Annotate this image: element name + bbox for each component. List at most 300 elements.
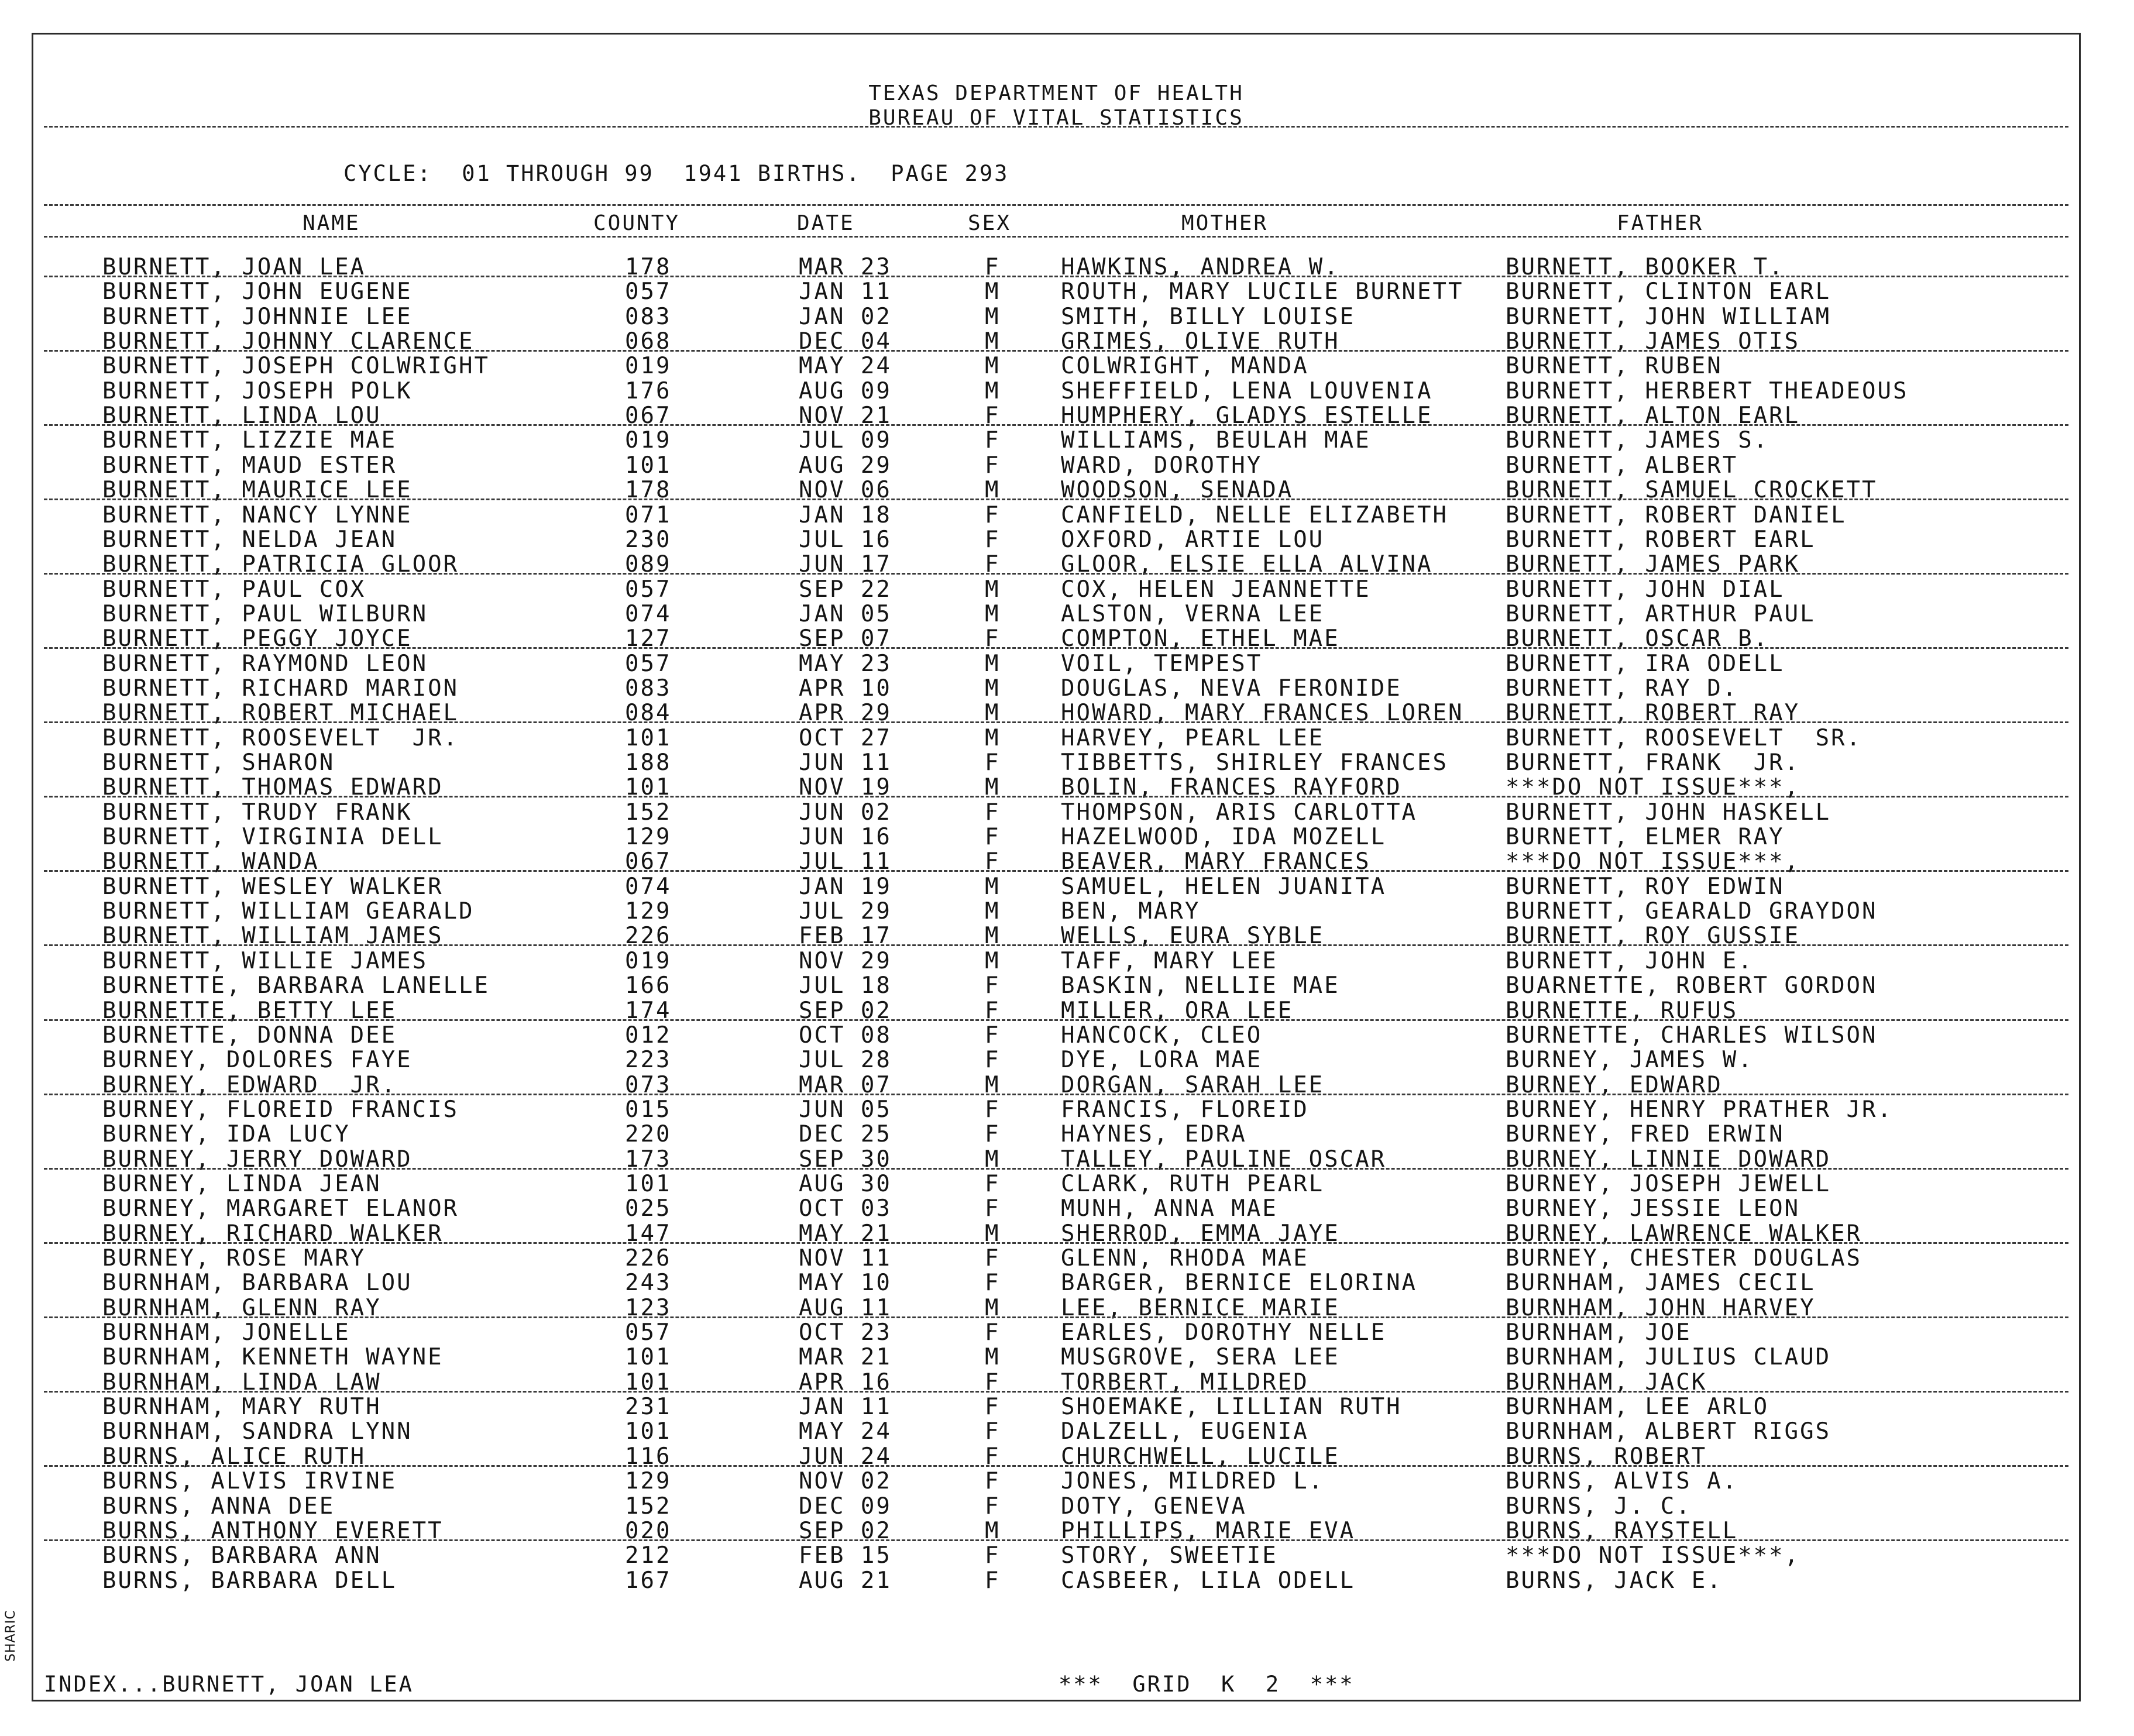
- record-date: SEP 02: [799, 1517, 892, 1544]
- record-mother: COX, HELEN JEANNETTE: [1061, 576, 1371, 603]
- column-header-father: FATHER: [1617, 211, 1704, 235]
- row-divider: [44, 1465, 2068, 1467]
- record-date: JAN 18: [799, 501, 892, 528]
- record-father: BURNETT, BOOKER T.: [1506, 254, 1785, 280]
- record-date: OCT 27: [799, 724, 892, 751]
- record-date: JAN 02: [799, 303, 892, 330]
- record-date: DEC 09: [799, 1493, 892, 1520]
- record-father: BURNEY, JOSEPH JEWELL: [1506, 1170, 1831, 1197]
- record-name: BURNETT, SHARON: [102, 750, 335, 776]
- record-name: BURNETT, PAUL COX: [102, 576, 366, 603]
- record-name: BURNEY, FLOREID FRANCIS: [102, 1096, 459, 1123]
- record-mother: EARLES, DOROTHY NELLE: [1061, 1319, 1387, 1346]
- record-mother: HARVEY, PEARL LEE: [1061, 724, 1325, 751]
- record-mother: PHILLIPS, MARIE EVA: [1061, 1517, 1356, 1544]
- record-name: BURNETT, PATRICIA GLOOR: [102, 551, 459, 578]
- record-date: MAY 24: [799, 353, 892, 380]
- record-county: 089: [625, 551, 672, 578]
- record-sex: F: [985, 1567, 1001, 1594]
- record-sex: F: [985, 501, 1001, 528]
- record-mother: HUMPHERY, GLADYS ESTELLE: [1061, 403, 1433, 429]
- row-divider: [44, 647, 2068, 649]
- record-sex: F: [985, 1195, 1001, 1222]
- record-father: BURNHAM, LEE ARLO: [1506, 1394, 1769, 1421]
- record-date: NOV 02: [799, 1468, 892, 1495]
- record-mother: DOTY, GENEVA: [1061, 1493, 1247, 1520]
- record-county: 101: [625, 1170, 672, 1197]
- record-date: OCT 03: [799, 1195, 892, 1222]
- record-county: 116: [625, 1443, 672, 1470]
- record-name: BURNETT, MAURICE LEE: [102, 477, 413, 504]
- record-county: 173: [625, 1146, 672, 1173]
- record-mother: ROUTH, MARY LUCILE BURNETT: [1061, 279, 1464, 305]
- record-name: BURNEY, JERRY DOWARD: [102, 1146, 413, 1173]
- record-county: 067: [625, 403, 672, 429]
- record-name: BURNETTE, BETTY LEE: [102, 997, 397, 1024]
- record-father: BURNETT, ROBERT DANIEL: [1506, 501, 1847, 528]
- record-date: JUN 05: [799, 1096, 892, 1123]
- record-county: 152: [625, 799, 672, 826]
- record-county: 015: [625, 1096, 672, 1123]
- record-name: BURNETT, JOHNNY CLARENCE: [102, 328, 475, 355]
- record-mother: CHURCHWELL, LUCILE: [1061, 1443, 1340, 1470]
- record-sex: F: [985, 1468, 1001, 1495]
- record-name: BURNHAM, KENNETH WAYNE: [102, 1344, 444, 1371]
- record-name: BURNHAM, LINDA LAW: [102, 1369, 382, 1395]
- record-date: JUN 16: [799, 824, 892, 851]
- record-sex: F: [985, 1245, 1001, 1271]
- record-mother: BEN, MARY: [1061, 898, 1201, 925]
- row-divider: [44, 796, 2068, 797]
- record-name: BURNEY, MARGARET ELANOR: [102, 1195, 459, 1222]
- record-date: DEC 25: [799, 1121, 892, 1148]
- record-father: BURNETT, FRANK JR.: [1506, 750, 1800, 776]
- record-sex: M: [985, 675, 1001, 702]
- record-name: BURNETT, RAYMOND LEON: [102, 650, 428, 677]
- record-county: 101: [625, 1344, 672, 1371]
- record-name: BURNS, BARBARA DELL: [102, 1567, 397, 1594]
- record-county: 123: [625, 1294, 672, 1321]
- record-date: SEP 22: [799, 576, 892, 603]
- record-name: BURNETT, NANCY LYNNE: [102, 501, 413, 528]
- record-name: BURNHAM, MARY RUTH: [102, 1394, 382, 1421]
- record-mother: VOIL, TEMPEST: [1061, 650, 1263, 677]
- record-sex: F: [985, 1443, 1001, 1470]
- index-footer: INDEX...BURNETT, JOAN LEA: [44, 1672, 414, 1697]
- record-father: ***DO NOT ISSUE***,: [1506, 848, 1800, 875]
- row-divider: [44, 424, 2068, 426]
- record-sex: F: [985, 1542, 1001, 1569]
- record-father: BURNETT, JAMES OTIS: [1506, 328, 1800, 355]
- cycle-line: CYCLE: 01 THROUGH 99 1941 BIRTHS. PAGE 293: [343, 161, 1009, 186]
- record-date: JAN 05: [799, 600, 892, 627]
- record-sex: F: [985, 750, 1001, 776]
- record-name: BURNHAM, JONELLE: [102, 1319, 350, 1346]
- record-father: BUARNETTE, ROBERT GORDON: [1506, 972, 1878, 999]
- record-date: JUL 28: [799, 1047, 892, 1074]
- record-father: BURNETT, ROY GUSSIE: [1506, 923, 1800, 950]
- record-mother: WELLS, EURA SYBLE: [1061, 923, 1325, 950]
- row-divider: [44, 1539, 2068, 1541]
- record-sex: F: [985, 1369, 1001, 1395]
- bureau-title: BUREAU OF VITAL STATISTICS: [868, 106, 1244, 130]
- record-sex: M: [985, 1146, 1001, 1173]
- record-county: 101: [625, 1369, 672, 1395]
- record-sex: F: [985, 848, 1001, 875]
- record-name: BURNS, ALVIS IRVINE: [102, 1468, 397, 1495]
- side-label: SHARIC: [4, 1610, 18, 1662]
- column-header-divider-top: [44, 204, 2068, 206]
- record-county: 231: [625, 1394, 672, 1421]
- record-mother: ALSTON, VERNA LEE: [1061, 600, 1325, 627]
- record-county: 073: [625, 1071, 672, 1098]
- record-county: 012: [625, 1022, 672, 1049]
- record-date: JAN 11: [799, 279, 892, 305]
- record-sex: F: [985, 1096, 1001, 1123]
- record-sex: M: [985, 377, 1001, 404]
- row-divider: [44, 1242, 2068, 1244]
- record-name: BURNETT, VIRGINIA DELL: [102, 824, 444, 851]
- record-father: BURNEY, HENRY PRATHER JR.: [1506, 1096, 1893, 1123]
- record-father: BURNEY, LAWRENCE WALKER: [1506, 1220, 1862, 1247]
- record-name: BURNETT, JOSEPH COLWRIGHT: [102, 353, 490, 380]
- record-date: APR 29: [799, 700, 892, 727]
- record-sex: F: [985, 427, 1001, 454]
- row-divider: [44, 721, 2068, 723]
- record-date: NOV 19: [799, 774, 892, 801]
- record-county: 071: [625, 501, 672, 528]
- record-sex: M: [985, 279, 1001, 305]
- record-mother: SAMUEL, HELEN JUANITA: [1061, 873, 1387, 900]
- record-date: JUN 02: [799, 799, 892, 826]
- record-mother: GLOOR, ELSIE ELLA ALVINA: [1061, 551, 1433, 578]
- record-date: JAN 11: [799, 1394, 892, 1421]
- header-divider: [44, 126, 2068, 128]
- record-sex: M: [985, 477, 1001, 504]
- column-header-mother: MOTHER: [1181, 211, 1269, 235]
- record-father: ***DO NOT ISSUE***,: [1506, 774, 1800, 801]
- record-mother: BARGER, BERNICE ELORINA: [1061, 1270, 1418, 1297]
- record-father: BURNEY, EDWARD: [1506, 1071, 1723, 1098]
- record-county: 074: [625, 600, 672, 627]
- agency-title: TEXAS DEPARTMENT OF HEALTH: [868, 81, 1244, 105]
- record-date: AUG 09: [799, 377, 892, 404]
- record-father: BURNHAM, JOE: [1506, 1319, 1692, 1346]
- record-county: 129: [625, 898, 672, 925]
- record-county: 074: [625, 873, 672, 900]
- record-name: BURNETTE, BARBARA LANELLE: [102, 972, 490, 999]
- record-mother: MUSGROVE, SERA LEE: [1061, 1344, 1340, 1371]
- record-name: BURNETTE, DONNA DEE: [102, 1022, 397, 1049]
- record-mother: FRANCIS, FLOREID: [1061, 1096, 1309, 1123]
- record-mother: SHEFFIELD, LENA LOUVENIA: [1061, 377, 1433, 404]
- record-sex: F: [985, 1121, 1001, 1148]
- record-mother: WILLIAMS, BEULAH MAE: [1061, 427, 1371, 454]
- record-name: BURNS, ANTHONY EVERETT: [102, 1517, 444, 1544]
- record-county: 226: [625, 1245, 672, 1271]
- record-name: BURNETT, RICHARD MARION: [102, 675, 459, 702]
- record-name: BURNETT, PAUL WILBURN: [102, 600, 428, 627]
- record-name: BURNETT, WESLEY WALKER: [102, 873, 444, 900]
- record-name: BURNETT, JOHNNIE LEE: [102, 303, 413, 330]
- record-mother: WARD, DOROTHY: [1061, 452, 1263, 479]
- row-divider: [44, 944, 2068, 946]
- record-county: 101: [625, 724, 672, 751]
- record-name: BURNEY, DOLORES FAYE: [102, 1047, 413, 1074]
- record-sex: M: [985, 650, 1001, 677]
- record-county: 212: [625, 1542, 672, 1569]
- record-father: BURNETT, IRA ODELL: [1506, 650, 1785, 677]
- record-name: BURNEY, LINDA JEAN: [102, 1170, 382, 1197]
- record-father: BURNETT, JOHN WILLIAM: [1506, 303, 1831, 330]
- record-county: 220: [625, 1121, 672, 1148]
- record-name: BURNETT, PEGGY JOYCE: [102, 625, 413, 652]
- record-date: FEB 15: [799, 1542, 892, 1569]
- record-mother: CLARK, RUTH PEARL: [1061, 1170, 1325, 1197]
- record-name: BURNEY, RICHARD WALKER: [102, 1220, 444, 1247]
- record-father: BURNEY, JESSIE LEON: [1506, 1195, 1800, 1222]
- record-date: JUN 17: [799, 551, 892, 578]
- record-date: NOV 06: [799, 477, 892, 504]
- record-father: BURNHAM, JULIUS CLAUD: [1506, 1344, 1831, 1371]
- record-name: BURNETT, WILLIAM GEARALD: [102, 898, 475, 925]
- record-date: OCT 08: [799, 1022, 892, 1049]
- record-county: 057: [625, 650, 672, 677]
- record-county: 129: [625, 824, 672, 851]
- record-county: 176: [625, 377, 672, 404]
- record-father: BURNETT, JOHN HASKELL: [1506, 799, 1831, 826]
- row-divider: [44, 573, 2068, 575]
- record-mother: COLWRIGHT, MANDA: [1061, 353, 1309, 380]
- column-header-date: DATE: [797, 211, 855, 235]
- record-county: 101: [625, 452, 672, 479]
- record-mother: CANFIELD, NELLE ELIZABETH: [1061, 501, 1448, 528]
- record-mother: HAYNES, EDRA: [1061, 1121, 1247, 1148]
- record-county: 020: [625, 1517, 672, 1544]
- record-father: BURNHAM, JAMES CECIL: [1506, 1270, 1816, 1297]
- record-mother: OXFORD, ARTIE LOU: [1061, 526, 1325, 553]
- record-sex: F: [985, 997, 1001, 1024]
- record-father: BURNEY, FRED ERWIN: [1506, 1121, 1785, 1148]
- record-county: 068: [625, 328, 672, 355]
- record-mother: COMPTON, ETHEL MAE: [1061, 625, 1340, 652]
- record-father: BURNHAM, ALBERT RIGGS: [1506, 1418, 1831, 1445]
- record-sex: F: [985, 403, 1001, 429]
- record-mother: DOUGLAS, NEVA FERONIDE: [1061, 675, 1402, 702]
- record-father: BURNETT, ELMER RAY: [1506, 824, 1785, 851]
- record-county: 226: [625, 923, 672, 950]
- record-name: BURNETT, WILLIAM JAMES: [102, 923, 444, 950]
- record-sex: F: [985, 1493, 1001, 1520]
- record-sex: F: [985, 799, 1001, 826]
- record-mother: DYE, LORA MAE: [1061, 1047, 1263, 1074]
- record-mother: TIBBETTS, SHIRLEY FRANCES: [1061, 750, 1448, 776]
- record-date: AUG 29: [799, 452, 892, 479]
- column-header-divider: [44, 236, 2068, 238]
- record-mother: MILLER, ORA LEE: [1061, 997, 1294, 1024]
- row-divider: [44, 350, 2068, 352]
- record-father: BURNETT, ROBERT RAY: [1506, 700, 1800, 727]
- record-father: BURNS, ROBERT: [1506, 1443, 1707, 1470]
- record-date: OCT 23: [799, 1319, 892, 1346]
- record-father: BURNS, J. C.: [1506, 1493, 1692, 1520]
- record-sex: M: [985, 947, 1001, 974]
- record-date: APR 10: [799, 675, 892, 702]
- document-frame: [32, 33, 2081, 1701]
- record-father: BURNETT, JOHN E.: [1506, 947, 1754, 974]
- record-county: 178: [625, 477, 672, 504]
- record-date: DEC 04: [799, 328, 892, 355]
- record-sex: M: [985, 700, 1001, 727]
- record-county: 057: [625, 1319, 672, 1346]
- row-divider: [44, 1019, 2068, 1021]
- record-sex: F: [985, 824, 1001, 851]
- record-date: JUL 16: [799, 526, 892, 553]
- record-county: 067: [625, 848, 672, 875]
- record-sex: F: [985, 452, 1001, 479]
- record-father: BURNEY, CHESTER DOUGLAS: [1506, 1245, 1862, 1271]
- column-header-county: COUNTY: [593, 211, 681, 235]
- record-county: 147: [625, 1220, 672, 1247]
- record-sex: M: [985, 873, 1001, 900]
- record-county: 167: [625, 1567, 672, 1594]
- record-father: BURNETT, GEARALD GRAYDON: [1506, 898, 1878, 925]
- record-date: AUG 21: [799, 1567, 892, 1594]
- record-mother: HANCOCK, CLEO: [1061, 1022, 1263, 1049]
- record-name: BURNS, BARBARA ANN: [102, 1542, 382, 1569]
- record-county: 174: [625, 997, 672, 1024]
- record-sex: M: [985, 724, 1001, 751]
- record-name: BURNETT, TRUDY FRANK: [102, 799, 413, 826]
- record-father: BURNETTE, CHARLES WILSON: [1506, 1022, 1878, 1049]
- record-sex: M: [985, 303, 1001, 330]
- record-county: 101: [625, 774, 672, 801]
- record-sex: M: [985, 774, 1001, 801]
- record-mother: GRIMES, OLIVE RUTH: [1061, 328, 1340, 355]
- record-date: MAY 21: [799, 1220, 892, 1247]
- record-sex: M: [985, 1294, 1001, 1321]
- record-date: JUN 24: [799, 1443, 892, 1470]
- record-mother: BEAVER, MARY FRANCES: [1061, 848, 1371, 875]
- record-father: BURNETT, ARTHUR PAUL: [1506, 600, 1816, 627]
- record-name: BURNETT, NELDA JEAN: [102, 526, 397, 553]
- record-county: 230: [625, 526, 672, 553]
- record-county: 127: [625, 625, 672, 652]
- record-name: BURNHAM, BARBARA LOU: [102, 1270, 413, 1297]
- record-mother: SHOEMAKE, LILLIAN RUTH: [1061, 1394, 1402, 1421]
- record-date: AUG 30: [799, 1170, 892, 1197]
- record-sex: M: [985, 1071, 1001, 1098]
- row-divider: [44, 276, 2068, 277]
- record-mother: BOLIN, FRANCES RAYFORD: [1061, 774, 1402, 801]
- record-name: BURNHAM, SANDRA LYNN: [102, 1418, 413, 1445]
- record-mother: DORGAN, SARAH LEE: [1061, 1071, 1325, 1098]
- record-mother: TALLEY, PAULINE OSCAR: [1061, 1146, 1387, 1173]
- record-county: 223: [625, 1047, 672, 1074]
- record-mother: THOMPSON, ARIS CARLOTTA: [1061, 799, 1418, 826]
- record-mother: LEE, BERNICE MARIE: [1061, 1294, 1340, 1321]
- record-sex: F: [985, 1394, 1001, 1421]
- record-date: MAY 23: [799, 650, 892, 677]
- record-date: NOV 21: [799, 403, 892, 429]
- record-father: BURNETT, RAY D.: [1506, 675, 1738, 702]
- record-father: BURNETT, JAMES S.: [1506, 427, 1769, 454]
- record-date: JUL 09: [799, 427, 892, 454]
- record-mother: TAFF, MARY LEE: [1061, 947, 1278, 974]
- record-date: SEP 02: [799, 997, 892, 1024]
- record-father: BURNETT, ROOSEVELT SR.: [1506, 724, 1862, 751]
- record-father: BURNETT, ALBERT: [1506, 452, 1738, 479]
- record-father: BURNEY, LINNIE DOWARD: [1506, 1146, 1831, 1173]
- record-father: BURNS, JACK E.: [1506, 1567, 1723, 1594]
- record-father: BURNETT, JOHN DIAL: [1506, 576, 1785, 603]
- record-father: BURNS, RAYSTELL: [1506, 1517, 1738, 1544]
- row-divider: [44, 1391, 2068, 1393]
- record-name: BURNEY, EDWARD JR.: [102, 1071, 397, 1098]
- record-sex: M: [985, 1517, 1001, 1544]
- record-sex: M: [985, 1344, 1001, 1371]
- record-sex: F: [985, 1170, 1001, 1197]
- record-name: BURNEY, ROSE MARY: [102, 1245, 366, 1271]
- record-date: MAR 07: [799, 1071, 892, 1098]
- record-sex: F: [985, 1047, 1001, 1074]
- record-father: BURNETT, JAMES PARK: [1506, 551, 1800, 578]
- record-name: BURNETT, THOMAS EDWARD: [102, 774, 444, 801]
- record-sex: M: [985, 600, 1001, 627]
- record-date: MAY 10: [799, 1270, 892, 1297]
- record-date: JUL 18: [799, 972, 892, 999]
- record-father: BURNETT, HERBERT THEADEOUS: [1506, 377, 1909, 404]
- record-county: 019: [625, 947, 672, 974]
- record-sex: M: [985, 898, 1001, 925]
- record-mother: STORY, SWEETIE: [1061, 1542, 1278, 1569]
- record-date: NOV 29: [799, 947, 892, 974]
- record-father: BURNHAM, JOHN HARVEY: [1506, 1294, 1816, 1321]
- record-county: 129: [625, 1468, 672, 1495]
- record-county: 084: [625, 700, 672, 727]
- record-sex: F: [985, 254, 1001, 280]
- record-mother: SHERROD, EMMA JAYE: [1061, 1220, 1340, 1247]
- record-father: BURNETT, OSCAR B.: [1506, 625, 1769, 652]
- row-divider: [44, 1316, 2068, 1318]
- record-sex: F: [985, 972, 1001, 999]
- record-county: 019: [625, 427, 672, 454]
- record-sex: M: [985, 576, 1001, 603]
- record-name: BURNETT, LIZZIE MAE: [102, 427, 397, 454]
- record-date: JAN 19: [799, 873, 892, 900]
- record-county: 166: [625, 972, 672, 999]
- record-mother: CASBEER, LILA ODELL: [1061, 1567, 1356, 1594]
- record-mother: WOODSON, SENADA: [1061, 477, 1294, 504]
- column-header-name: NAME: [303, 211, 360, 235]
- record-date: APR 16: [799, 1369, 892, 1395]
- record-county: 101: [625, 1418, 672, 1445]
- record-name: BURNETT, WILLIE JAMES: [102, 947, 428, 974]
- record-mother: GLENN, RHODA MAE: [1061, 1245, 1309, 1271]
- row-divider: [44, 870, 2068, 872]
- record-date: MAY 24: [799, 1418, 892, 1445]
- record-name: BURNETT, LINDA LOU: [102, 403, 382, 429]
- record-name: BURNETT, ROOSEVELT JR.: [102, 724, 459, 751]
- record-county: 152: [625, 1493, 672, 1520]
- record-sex: F: [985, 625, 1001, 652]
- record-county: 083: [625, 303, 672, 330]
- record-date: FEB 17: [799, 923, 892, 950]
- record-county: 057: [625, 279, 672, 305]
- record-county: 025: [625, 1195, 672, 1222]
- record-name: BURNHAM, GLENN RAY: [102, 1294, 382, 1321]
- record-name: BURNETT, JOHN EUGENE: [102, 279, 413, 305]
